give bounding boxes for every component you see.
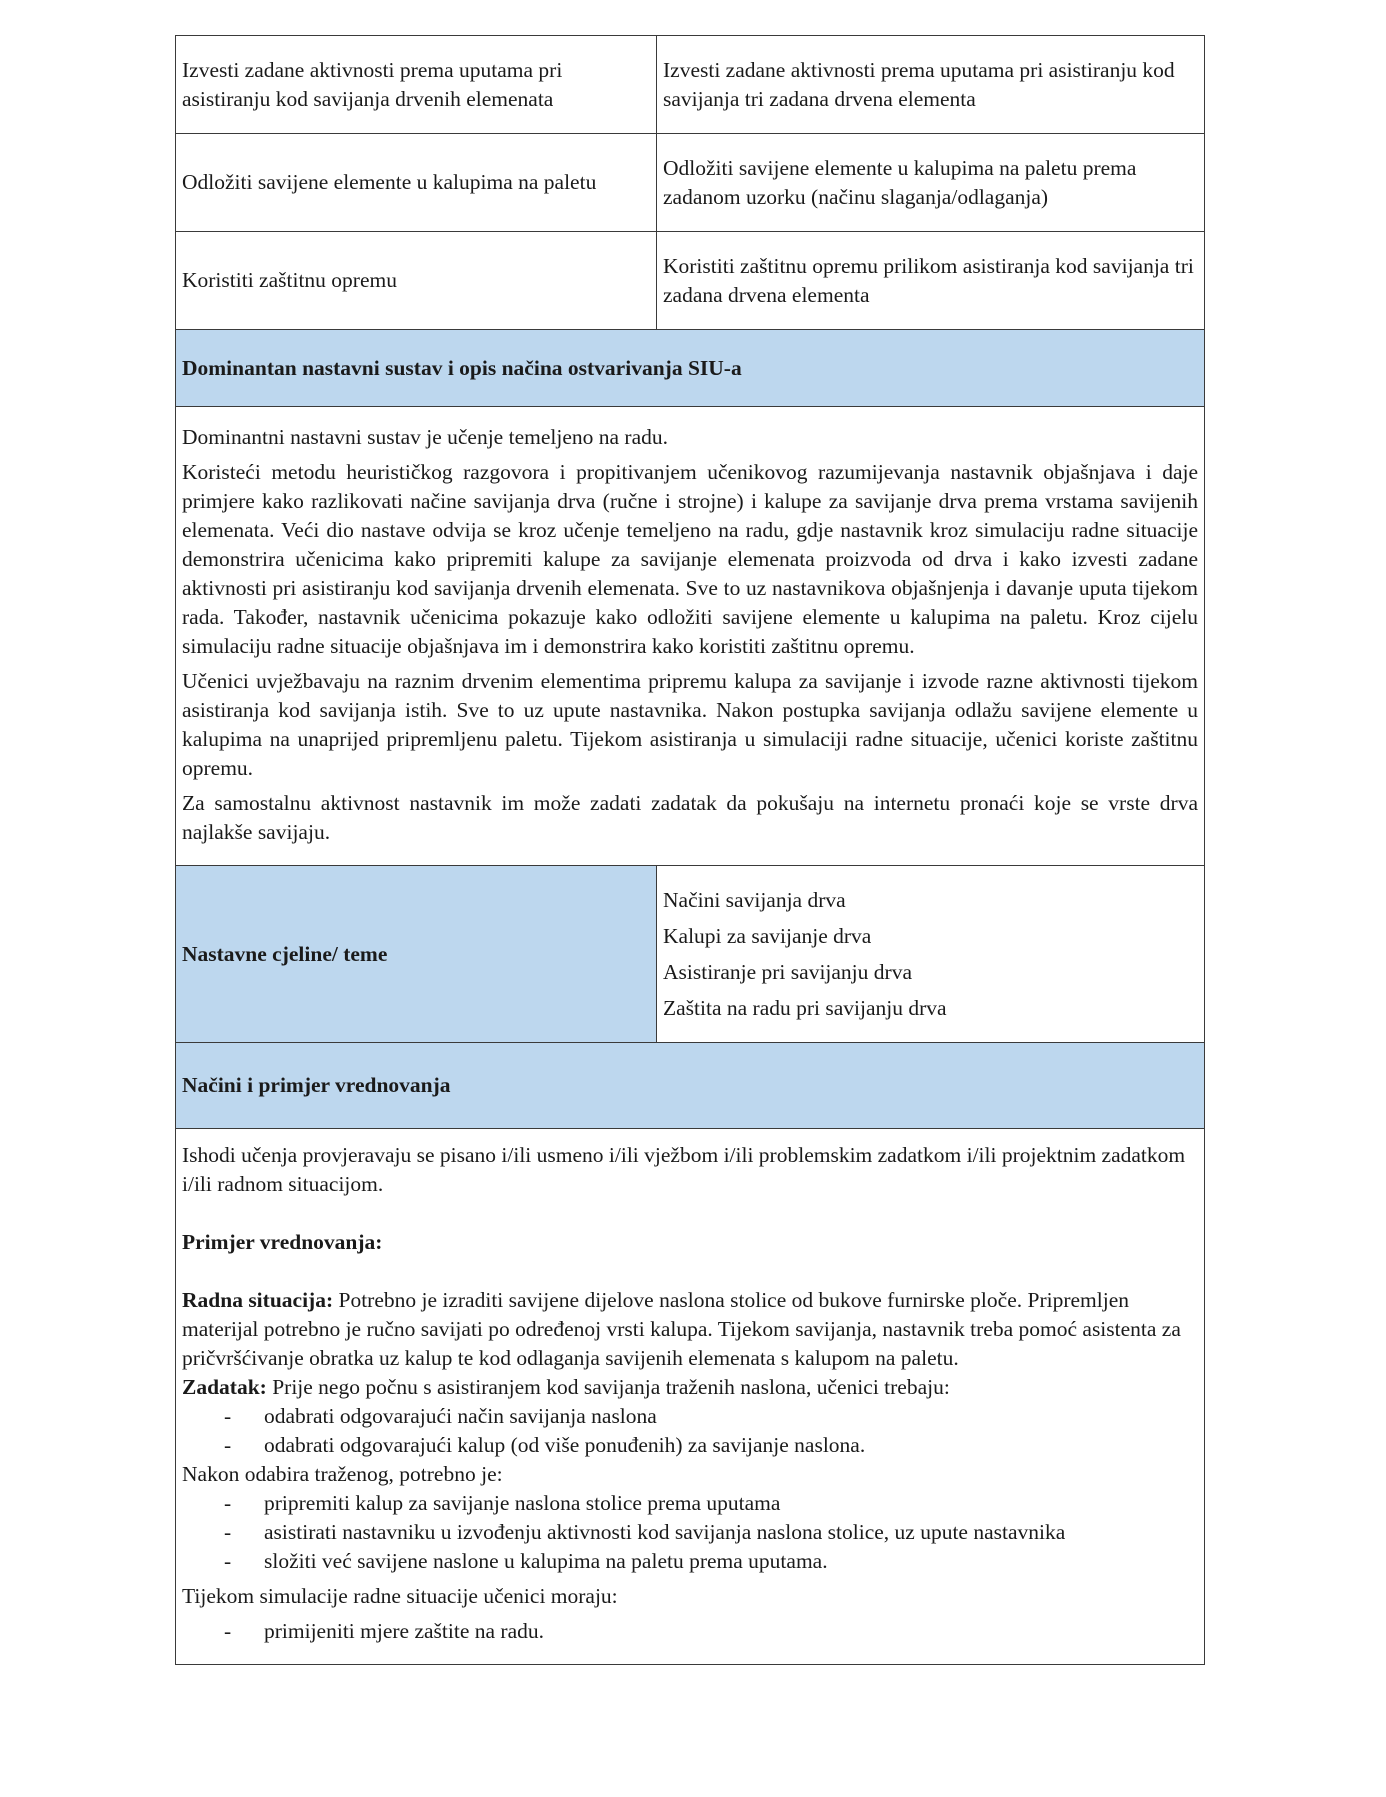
list-item: - odabrati odgovarajući kalup (od više ponuđenih) za savijanje naslona. [182,1431,1198,1460]
outcome-row [176,36,1205,134]
evaluation-row [176,1129,1205,1665]
example-heading: Primjer vrednovanja: [182,1230,383,1254]
outcome-criteria-cell: Izvesti zadane aktivnosti prema uputama pri asistiranju kod savijanja tri zadana drvena elementa [657,36,1205,134]
teaching-system-heading: Dominantan nastavni sustav i opis načina ostvarivanja SIU-a [176,330,1205,407]
list-item: - složiti već savijene naslone u kalupima na paletu prema uputama. [182,1547,1198,1576]
unit-item: Asistiranje pri savijanju drva [663,960,912,984]
units-row [176,866,1205,1043]
outcome-criteria-cell: Odložiti savijene elemente u kalupima na paletu prema zadanom uzorku (načinu slaganja/odlaganja) [657,134,1205,232]
after-list [182,1489,1198,1576]
curriculum-table [175,35,1205,1665]
work-situation-label: Radna situacija: [182,1288,334,1312]
list-item: - primijeniti mjere zaštite na radu. [182,1617,1198,1646]
task-label: Zadatak: [182,1375,267,1399]
outcome-cell: Izvesti zadane aktivnosti prema uputama pri asistiranju kod savijanja drvenih elemenata [176,36,657,134]
work-situation-text: Potrebno je izraditi savijene dijelove naslona stolice od bukove furnirske ploče. Pripremljen materijal potrebno je ručno savijati po određenoj vrsti kalupa. Tijekom savijanja, nastavnik treba pomoć asistenta za pričvršćivanje obratka uz kalup te kod odlaganja savijenih elemenata s kalupom na paletu. [182,1288,1181,1370]
teaching-system-body [176,407,1205,866]
task-text: Prije nego počnu s asistiranjem kod savijanja traženih naslona, učenici trebaju: [266,1375,950,1399]
paragraph: Učenici uvježbavaju na raznim drvenim elementima pripremu kalupa za savijanje i izvode razne aktivnosti tijekom asistiranja kod savijanja istih. Sve to uz upute nastavnika. Nakon postupka savijanja odlažu savijene elemente u kalupima na unaprijed pripremljenu paletu. Tijekom asistiranja u simulaciji radne situacije, učenici koriste zaštitnu opremu. [182,669,1198,780]
unit-item: Načini savijanja drva [663,888,846,912]
unit-item: Zaštita na radu pri savijanju drva [663,996,947,1020]
task-list [182,1402,1198,1460]
list-item: - odabrati odgovarajući način savijanja naslona [182,1402,1198,1431]
section-header-row [176,1043,1205,1129]
outcome-row [176,232,1205,330]
evaluation-body [176,1129,1205,1665]
outcome-row [176,134,1205,232]
outcome-cell: Koristiti zaštitnu opremu [176,232,657,330]
list-item: - asistirati nastavniku u izvođenju aktivnosti kod savijanja naslona stolice, uz upute nastavnika [182,1518,1198,1547]
list-item: - pripremiti kalup za savijanje naslona stolice prema uputama [182,1489,1198,1518]
teaching-system-row [176,407,1205,866]
outcome-cell: Odložiti savijene elemente u kalupima na paletu [176,134,657,232]
evaluation-intro: Ishodi učenja provjeravaju se pisano i/ili usmeno i/ili vježbom i/ili problemskim zadatkom i/ili projektnim zadatkom i/ili radnom situacijom. [182,1143,1186,1196]
simulation-list [182,1617,1198,1646]
paragraph: Za samostalnu aktivnost nastavnik im može zadati zadatak da pokušaju na internetu pronaći koje se vrste drva najlakše savijaju. [182,791,1198,844]
units-heading: Nastavne cjeline/ teme [176,866,657,1043]
section-header-row [176,330,1205,407]
outcome-criteria-cell: Koristiti zaštitnu opremu prilikom asistiranja kod savijanja tri zadana drvena elementa [657,232,1205,330]
evaluation-heading: Načini i primjer vrednovanja [176,1043,1205,1129]
task [182,1373,1198,1402]
units-list [657,866,1205,1043]
simulation-text: Tijekom simulacije radne situacije učenici moraju: [182,1584,618,1608]
after-text: Nakon odabira traženog, potrebno je: [182,1462,503,1486]
work-situation [182,1286,1198,1373]
unit-item: Kalupi za savijanje drva [663,924,872,948]
paragraph: Dominantni nastavni sustav je učenje temeljeno na radu. [182,425,668,449]
paragraph: Koristeći metodu heurističkog razgovora i propitivanjem učenikovog razumijevanja nastavnik objašnjava i daje primjere kako razlikovati načine savijanja drva (ručne i strojne) i kalupe za savijanje drva prema vrstama savijenih elemenata. Veći dio nastave odvija se kroz učenje temeljeno na radu, gdje nastavnik kroz simulaciju radne situacije demonstrira učenicima kako pripremiti kalupe za savijanje elemenata proizvoda od drva i kako izvesti zadane aktivnosti pri asistiranju kod savijanja drvenih elemenata. Sve to uz nastavnikova objašnjenja i davanje uputa tijekom rada. Također, nastavnik učenicima pokazuje kako odložiti savijene elemente u kalupima na paletu. Kroz cijelu simulaciju radne situacije objašnjava im i demonstrira kako koristiti zaštitnu opremu. [182,460,1198,658]
